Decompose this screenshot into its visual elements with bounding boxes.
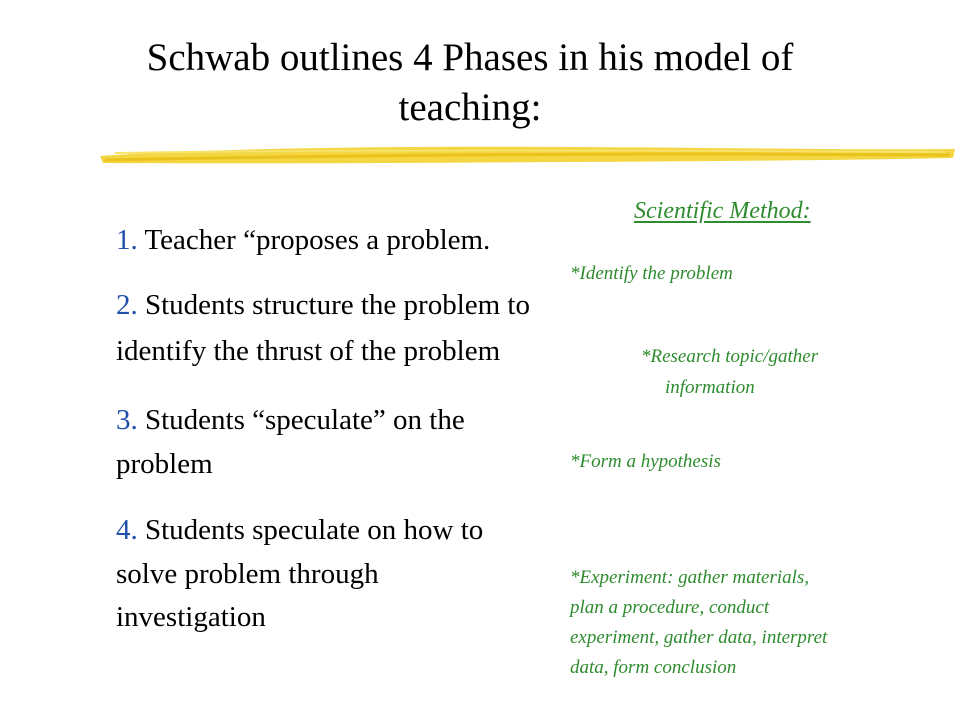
sci-step-3: *Form a hypothesis [570,451,721,472]
phase-3-number: 3. [116,404,138,436]
phase-4-line-3: investigation [116,601,266,633]
scientific-method-heading: Scientific Method: [634,198,811,224]
phase-2-number: 2. [116,289,138,321]
phase-3-line-2: problem [116,448,213,480]
sci-step-2-line-1: *Research topic/gather [641,346,819,367]
sci-step-4-line-4: data, form conclusion [570,657,737,678]
phase-3-line-1 [116,402,465,438]
phase-1-text: Teacher “proposes a problem. [144,224,491,256]
phase-4-line-2: solve problem through [116,558,379,590]
phase-1 [116,222,490,258]
phase-4-line-1 [116,512,483,548]
phase-4-text-1: Students speculate on how to [145,514,484,546]
sci-step-1: *Identify the problem [570,263,733,284]
phase-3-text-1: Students “speculate” on the [145,404,465,436]
slide-title-line-1: Schwab outlines 4 Phases in his model of [146,36,794,79]
title-underline-brushstroke [95,136,960,176]
sci-step-4-line-2: plan a procedure, conduct [570,597,770,618]
sci-step-2-line-2: information [665,377,755,398]
phase-2-line-2: identify the thrust of the problem [116,335,501,367]
phase-2-text-1: Students structure the problem to [145,289,530,321]
sci-step-4-line-3: experiment, gather data, interpret [570,627,828,648]
slide-title-line-2: teaching: [398,86,542,129]
phase-2-line-1 [116,287,530,323]
phase-4-number: 4. [116,514,138,546]
phase-1-number: 1. [116,224,138,256]
sci-step-4-line-1: *Experiment: gather materials, [570,567,810,588]
